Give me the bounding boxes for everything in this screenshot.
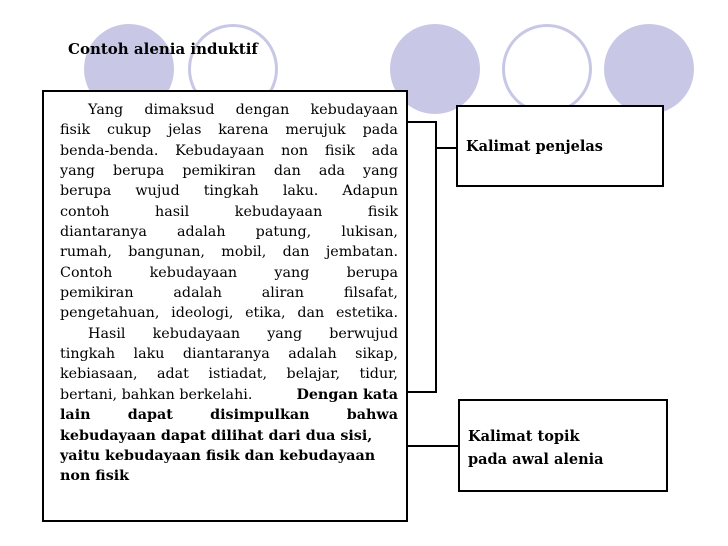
- paragraph-word: estetika.: [335, 305, 398, 322]
- paragraph-word: ideologi,: [171, 305, 234, 322]
- paragraph-word: tingkah: [203, 183, 259, 200]
- paragraph-word: belajar,: [286, 366, 341, 383]
- paragraph-word: pemikiran: [182, 163, 256, 180]
- paragraph-word: kebudayaan: [152, 325, 241, 342]
- kalimat-topik-label-line2: pada awal alenia: [468, 451, 604, 468]
- paragraph-word: yaitu kebudayaan fisik dan kebudayaan: [60, 447, 376, 464]
- paragraph-word: filsafat,: [343, 285, 398, 302]
- paragraph-word: kebudayaan: [310, 102, 398, 118]
- paragraph-word: kebudayaan: [149, 264, 238, 281]
- paragraph-word: lukisan,: [341, 224, 398, 241]
- paragraph-word: lain: [60, 407, 91, 424]
- paragraph-word: bangunan,: [128, 244, 205, 261]
- paragraph-word: berupa: [60, 183, 112, 200]
- paragraph-word: pemikiran: [60, 285, 134, 302]
- paragraph-word: non: [281, 142, 309, 159]
- paragraph-word: hasil: [154, 203, 190, 220]
- paragraph-word: yang: [363, 163, 398, 180]
- paragraph-word: adat: [156, 366, 189, 383]
- paragraph-word: berupa: [346, 264, 398, 281]
- paragraph-word: adalah: [177, 224, 226, 241]
- paragraph-word: ada: [318, 163, 346, 180]
- paragraph-word: berwujud: [329, 325, 398, 342]
- paragraph-word: diantaranya: [182, 346, 270, 363]
- paragraph-word: cukup: [106, 122, 152, 139]
- paragraph-word: dapat: [127, 407, 173, 424]
- paragraph-word: Adapun: [342, 183, 398, 200]
- paragraph-word: fisik: [324, 142, 355, 159]
- paragraph-word: aliran: [261, 285, 305, 302]
- paragraph-word: benda-benda.: [60, 142, 159, 159]
- paragraph-word: pengetahuan,: [60, 305, 160, 322]
- paragraph-word: laku.: [282, 183, 319, 200]
- paragraph-word: fisik: [60, 122, 91, 139]
- paragraph-word: kebudayaan: [234, 203, 323, 220]
- paragraph-word: wujud: [135, 183, 180, 200]
- paragraph-word: dengan: [235, 102, 290, 118]
- paragraph-word: kebudayaan dapat dilihat dari dua sisi,: [60, 427, 373, 444]
- paragraph-word: merujuk: [285, 122, 346, 139]
- kalimat-penjelas-label: Kalimat penjelas: [466, 138, 603, 155]
- paragraph-word: etika,: [245, 305, 286, 322]
- paragraph-word: disimpulkan: [210, 407, 310, 424]
- paragraph-word: jembatan.: [325, 244, 398, 261]
- paragraph-word: Kebudayaan: [175, 142, 265, 159]
- paragraph-word: laku: [133, 346, 165, 363]
- paragraph-word: tidur,: [359, 366, 398, 383]
- paragraph-word: non fisik: [60, 468, 130, 485]
- paragraph-word: contoh: [60, 203, 110, 220]
- kalimat-topik-label-line1: Kalimat topik: [468, 428, 580, 445]
- paragraph-word: dan: [282, 244, 310, 261]
- paragraph-word: Hasil: [88, 325, 126, 342]
- paragraph-word: dimaksud: [144, 102, 215, 118]
- paragraph-word: Contoh: [60, 264, 113, 281]
- paragraph-word: karena: [218, 122, 269, 139]
- paragraph-word: adalah: [173, 285, 222, 302]
- paragraph-word: istiadat,: [208, 366, 268, 383]
- paragraph-word: tingkah: [60, 346, 116, 363]
- paragraph-word: adalah: [288, 346, 337, 363]
- paragraph-word: kebiasaan,: [60, 366, 138, 383]
- paragraph-word: yang: [267, 325, 303, 342]
- paragraph-word: Yang: [88, 102, 124, 118]
- paragraph-word: berupa: [112, 163, 165, 180]
- paragraph-word: patung,: [255, 224, 312, 241]
- paragraph-word: jelas: [168, 122, 202, 139]
- paragraph-word: rumah,: [60, 244, 112, 261]
- paragraph-word: dan: [273, 163, 301, 180]
- paragraph-word: sikap,: [355, 346, 398, 363]
- paragraph-word: mobil,: [221, 244, 267, 261]
- paragraph-word: yang: [274, 264, 310, 281]
- paragraph-word: diantaranya: [60, 224, 147, 241]
- paragraph-word: bahwa: [346, 407, 398, 424]
- paragraph-word: dan: [297, 305, 325, 322]
- paragraph-word: fisik: [367, 203, 398, 220]
- paragraph-word: yang: [60, 163, 95, 180]
- paragraph-word: ada: [371, 142, 398, 159]
- paragraph-word: Dengan kata: [296, 386, 398, 403]
- slide-title: Contoh alenia induktif: [68, 40, 258, 58]
- bracket-penjelas: [408, 122, 436, 392]
- paragraph-word: bertani, bahkan berkelahi.: [60, 386, 253, 403]
- paragraph-word: pada: [362, 122, 398, 139]
